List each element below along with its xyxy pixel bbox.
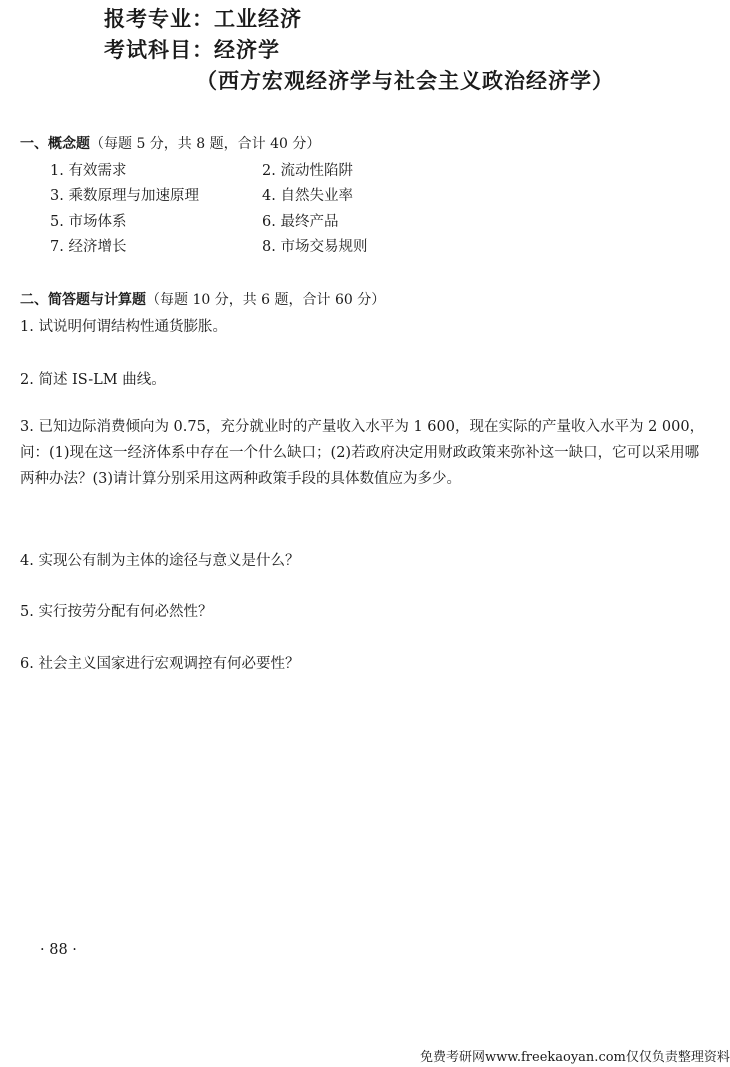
section-title xyxy=(20,133,320,153)
question-item: 1. 试说明何谓结构性通货膨胀。 xyxy=(20,319,227,335)
section-title-text: 一、概念题 xyxy=(20,136,90,152)
section-title-text: 二、简答题与计算题 xyxy=(20,292,146,308)
subject-subtitle: （西方宏观经济学与社会主义政治经济学） xyxy=(196,68,614,93)
major-line: 报考专业：工业经济 xyxy=(104,6,302,31)
subject-line: 考试科目：经济学 xyxy=(104,37,280,62)
question-item: 5. 实行按劳分配有何必然性？ xyxy=(20,604,213,620)
concept-item: 7. 经济增长 xyxy=(50,239,127,255)
page-number: · 88 · xyxy=(40,942,77,958)
section-scoring-note: （每题 5 分，共 8 题，合计 40 分） xyxy=(90,136,321,152)
section-title xyxy=(20,289,385,309)
concept-item: 2. 流动性陷阱 xyxy=(262,163,353,179)
concept-item: 4. 自然失业率 xyxy=(262,188,353,204)
question-item: 2. 简述 IS-LM 曲线。 xyxy=(20,372,166,388)
question-item: 3. 已知边际消费倾向为 0.75，充分就业时的产量收入水平为 1 600，现在实际的产量收入水平为 2 000，问：(1)现在这一经济体系中存在一个什么缺口；(2)若政府决定用财政政策来弥补这一缺口，它可以采用哪两种办法？(3)请计算分别采用这两种政策手段的具体数值应为多少。 xyxy=(20,419,705,487)
question-item: 4. 实现公有制为主体的途径与意义是什么？ xyxy=(20,553,300,569)
section-scoring-note: （每题 10 分，共 6 题，合计 60 分） xyxy=(146,292,386,308)
question-item: 6. 社会主义国家进行宏观调控有何必要性？ xyxy=(20,656,300,672)
concept-item: 8. 市场交易规则 xyxy=(262,239,368,255)
footer-note: 免费考研网www.freekaoyan.com仅仅负责整理资料 xyxy=(420,1050,730,1065)
concept-item: 3. 乘数原理与加速原理 xyxy=(50,188,199,204)
concept-item: 1. 有效需求 xyxy=(50,163,127,179)
concept-item: 5. 市场体系 xyxy=(50,214,127,230)
concept-item: 6. 最终产品 xyxy=(262,214,339,230)
